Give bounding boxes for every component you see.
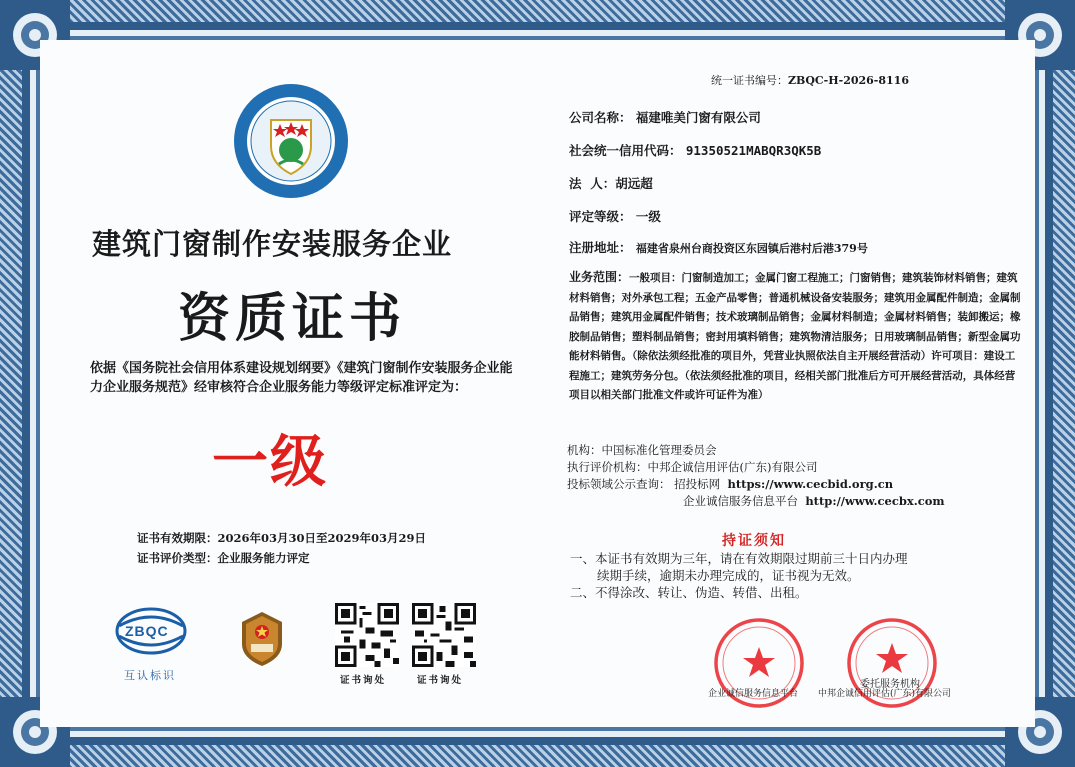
notice-item-1b: 续期手续，逾期未办理完成的，证书视为无效。 (597, 568, 860, 583)
legal-person: 法 人：胡远超 (569, 176, 653, 191)
query-line-2: 企业诚信服务信息平台 http://www.cecbx.com (683, 494, 945, 508)
notice-title: 持证须知 (722, 533, 786, 549)
grade-field: 评定等级： 一级 (569, 209, 661, 224)
registered-address: 注册地址： 福建省泉州台商投资区东园镇后港村后港379号 (569, 240, 868, 255)
company-name: 公司名称： 福建唯美门窗有限公司 (569, 110, 761, 125)
qr-code-2-icon[interactable] (412, 603, 476, 667)
zbqc-logo-icon (115, 606, 187, 656)
business-scope: 业务范围：一般项目：门窗制造加工；金属门窗工程施工；门窗销售；建筑装饰材料销售；建筑材料销售；对外承包工程；五金产品零售；普通机械设备安装服务；建筑用金属配件制造；金属制品销售；建筑用金属配件销售；技术玻璃制品销售；金属材料制造；金属材料销售；装卸搬运；橡胶制品销售；塑料制品销售；密封用填料销售；建筑物清洁服务；日用玻璃制品销售；新型金属功能材料销售。（除依法须经批准的项目外，凭营业执照依法自主开展经营活动）许可项目：建设工程施工；建筑劳务分包。（依法须经批准的项目，经相关部门批准后方可开展经营活动，具体经营项目以相关部门批准文件或许可证件为准） (569, 270, 1021, 401)
grade-big: 一级 (212, 429, 328, 495)
qr-code-1-icon[interactable] (335, 603, 399, 667)
notice-item-1a: 一、本证书有效期为三年，请在有效期限过期前三十日内办理 (570, 551, 908, 566)
seal-2-caption: 中邦企诚信用评估(广东)有限公司 (818, 689, 952, 699)
certificate-title-line2: 资质证书 (178, 288, 407, 349)
seal-1-caption: 企业诚信服务信息平台 (708, 689, 799, 699)
zbqc-logo-text: ZBQC (125, 623, 169, 639)
basis-text: 依据《国务院社会信用体系建设规划纲要》《建筑门窗制作安装服务企业能力企业服务规范》经审核符合企业服务能力等级评定标准评定为： (90, 361, 513, 395)
type-line: 证书评价类型：企业服务能力评定 (137, 551, 310, 565)
qr-1-caption: 证书询处 (340, 675, 387, 686)
cert-number: 统一证书编号：ZBQC-H-2026-8116 (711, 74, 909, 87)
org-line: 机构：中国标准化管理委员会 (567, 443, 717, 457)
qr-2-caption: 证书询处 (417, 675, 464, 686)
validity-line: 证书有效期限：2026年03月30日至2029年03月29日 (137, 531, 427, 545)
notice-item-2: 二、不得涂改、转让、伪造、转借、出租。 (570, 585, 808, 600)
logo-caption: 互认标识 (124, 669, 176, 682)
national-emblem-icon (237, 610, 287, 668)
certificate-title-line1: 建筑门窗制作安装服务企业 (92, 227, 453, 261)
eval-org-line: 执行评价机构：中邦企诚信用评估(广东)有限公司 (567, 460, 818, 474)
seal-inner-text: 委托服务机构 (860, 679, 920, 690)
query-line-1: 投标领域公示查询： 招投标网 https://www.cecbid.org.cn (567, 477, 894, 491)
credit-code: 社会统一信用代码： 91350521MABQR3QK5B (569, 143, 822, 158)
association-emblem-icon (232, 82, 350, 200)
